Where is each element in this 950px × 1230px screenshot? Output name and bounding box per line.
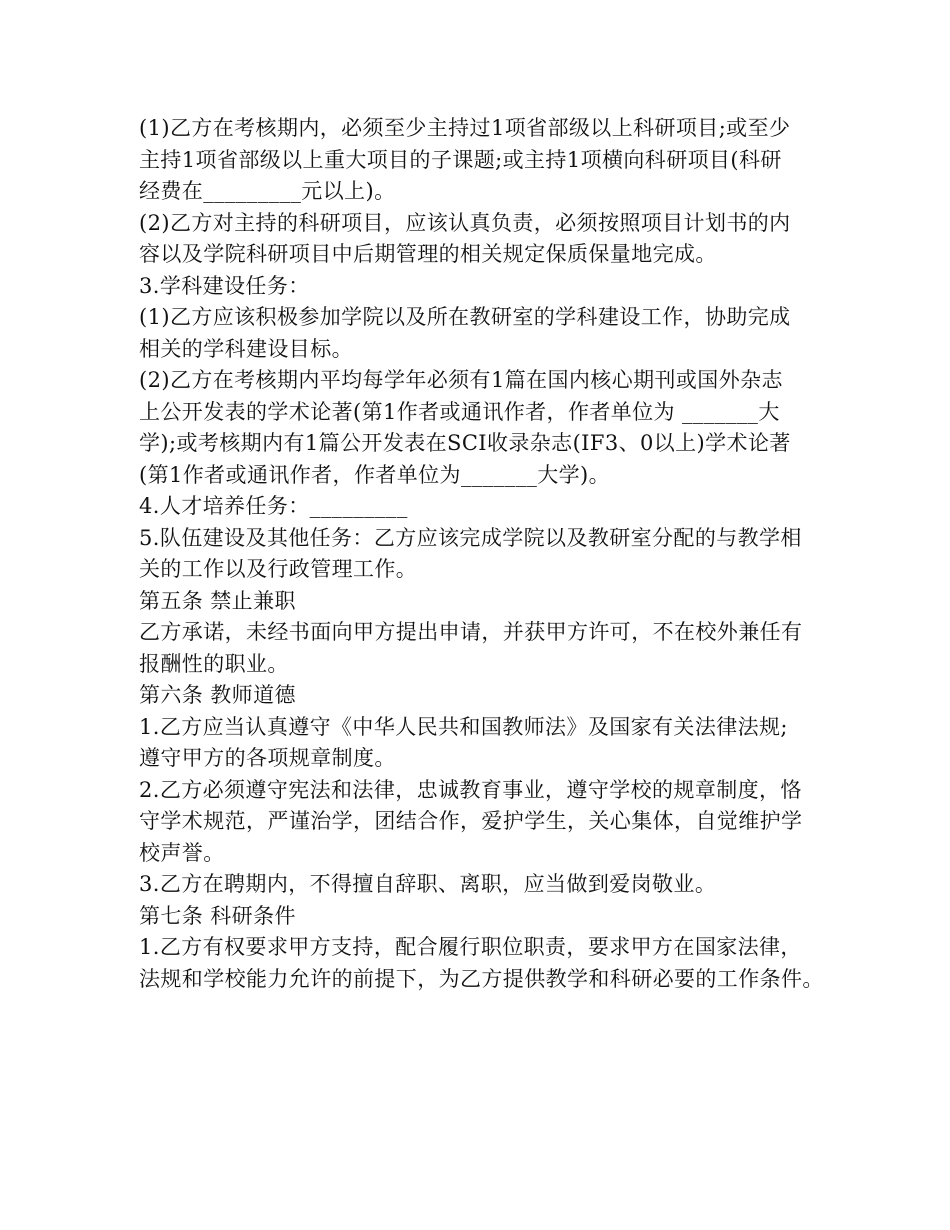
text-line: 乙方承诺，未经书面向甲方提出申请，并获甲方许可，不在校外兼任有 [139, 620, 803, 644]
text-line: (2)乙方对主持的科研项目，应该认真负责，必须按照项目计划书的内 [139, 210, 791, 235]
article-heading: 第七条 科研条件 [139, 903, 296, 928]
text-line: 1.乙方应当认真遵守《中华人民共和国教师法》及国家有关法律法规; [139, 714, 788, 739]
text-line: 校声誉。 [139, 840, 225, 865]
section-heading: 3.学科建设任务： [139, 273, 310, 298]
text-line: 报酬性的职业。 [139, 651, 289, 676]
text-line: 遵守甲方的各项规章制度。 [139, 746, 396, 770]
text-line: (第1作者或通讯作者，作者单位为_______大学)。 [139, 462, 611, 487]
text-line: 经费在_________元以上)。 [139, 179, 396, 203]
text-line: 1.乙方有权要求甲方支持，配合履行职位职责，要求甲方在国家法律， [139, 935, 802, 959]
text-line: (2)乙方在考核期内平均每学年必须有1篇在国内核心期刊或国外杂志 [139, 368, 783, 392]
text-line: (1)乙方在考核期内，必须至少主持过1项省部级以上科研项目;或至少 [139, 116, 791, 140]
text-line: 法规和学校能力允许的前提下，为乙方提供教学和科研必要的工作条件。 [139, 966, 824, 991]
section-heading: 4.人才培养任务：_________ [139, 494, 408, 518]
text-line: 关的工作以及行政管理工作。 [139, 557, 418, 581]
document-page [139, 113, 829, 995]
text-line: 主持1项省部级以上重大项目的子课题;或主持1项横向科研项目(科研 [139, 147, 782, 172]
text-line: 学);或考核期内有1篇公开发表在SCI收录杂志(IF3、0以上)学术论著 [139, 431, 791, 455]
text-line: 相关的学科建设目标。 [139, 336, 353, 361]
section-heading: 5.队伍建设及其他任务：乙方应该完成学院以及教研室分配的与教学相 [139, 525, 802, 550]
text-line: (1)乙方应该积极参加学院以及所在教研室的学科建设工作，协助完成 [139, 305, 791, 329]
text-line: 2.乙方必须遵守宪法和法律，忠诚教育事业，遵守学校的规章制度，恪 [139, 777, 802, 802]
text-line: 守学术规范，严谨治学，团结合作，爱护学生，关心集体，自觉维护学 [139, 809, 803, 833]
article-heading: 第六条 教师道德 [139, 683, 296, 707]
text-line: 3.乙方在聘期内，不得擅自辞职、离职，应当做到爱岗敬业。 [139, 872, 717, 896]
text-line: 容以及学院科研项目中后期管理的相关规定保质保量地完成。 [139, 242, 717, 266]
text-line: 上公开发表的学术论著(第1作者或通讯作者，作者单位为 _______大 [139, 399, 780, 424]
article-heading: 第五条 禁止兼职 [139, 588, 296, 613]
